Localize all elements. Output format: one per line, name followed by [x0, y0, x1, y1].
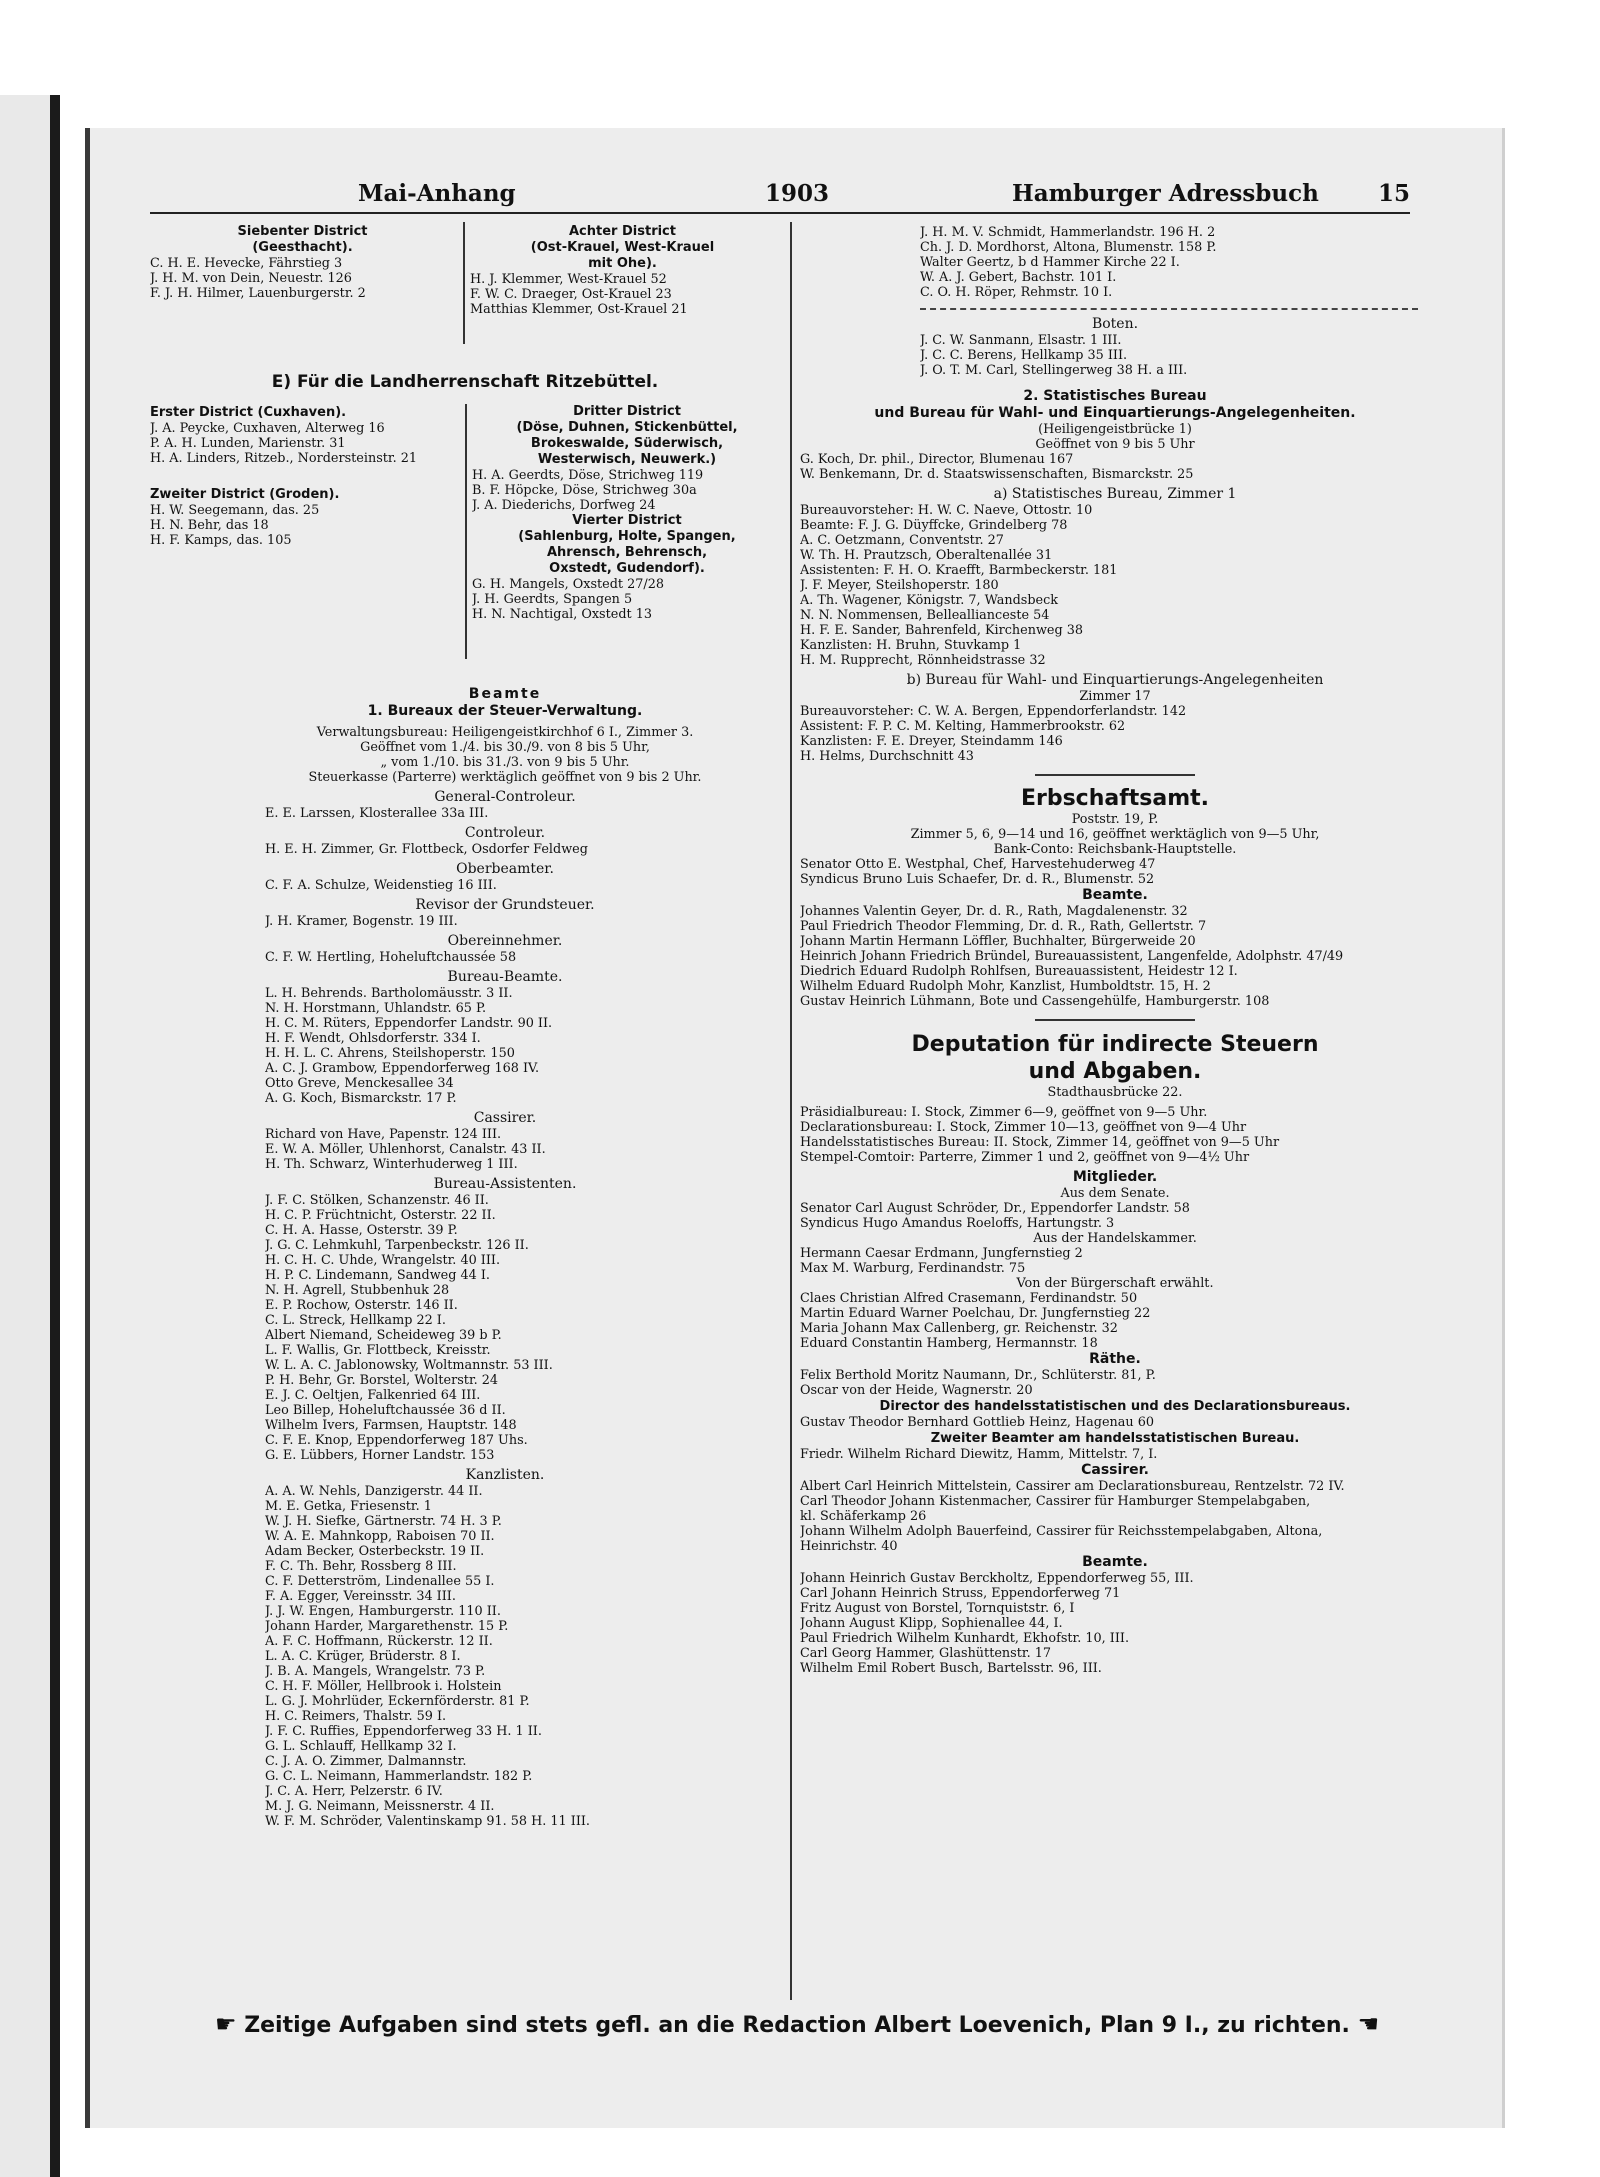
entry-line: Bank-Conto: Reichsbank-Hauptstelle.	[993, 842, 1237, 857]
entry-line: W. Th. H. Prautzsch, Oberaltenallée 31	[800, 548, 1053, 563]
entry-line: Zimmer 5, 6, 9—14 und 16, geöffnet werktäglich von 9—5 Uhr,	[910, 827, 1320, 842]
entry-line: H. J. Klemmer, West-Krauel 52	[470, 272, 667, 287]
col2-main	[800, 225, 1430, 1676]
entry-line: H. W. Seegemann, das. 25	[150, 503, 320, 518]
entry-line: Wilhelm Emil Robert Busch, Bartelsstr. 96, III.	[800, 1661, 1102, 1676]
entry-line: E. J. C. Oeltjen, Falkenried 64 III.	[265, 1388, 481, 1403]
section-list	[225, 950, 785, 965]
entry-line: A. F. C. Hoffmann, Rückerstr. 12 II.	[265, 1634, 493, 1649]
entry-line: Martin Eduard Warner Poelchau, Dr. Jungfernstieg 22	[800, 1306, 1151, 1321]
entry-line: H. C. M. Rüters, Eppendorfer Landstr. 90 II.	[265, 1016, 553, 1031]
entry-line: E. E. Larssen, Klosterallee 33a III.	[265, 806, 489, 821]
entry-line: Beamte: F. J. G. Düyffcke, Grindelberg 78	[800, 518, 1068, 533]
entry-line: C. F. Detterström, Lindenallee 55 I.	[265, 1574, 495, 1589]
entry-line: H. M. Rupprecht, Rönnheidstrasse 32	[800, 653, 1046, 668]
section-list	[225, 878, 785, 893]
dritter-title-line: Brokeswalde, Süderwisch,	[530, 436, 724, 451]
entry-line: C. F. W. Hertling, Hoheluftchaussée 58	[265, 950, 517, 965]
vierter-list	[472, 577, 782, 622]
deputation-address: Stadthausbrücke 22.	[1047, 1085, 1183, 1100]
center-divider	[790, 222, 792, 2000]
header-left: Mai-Anhang	[358, 180, 516, 207]
entry-line: H. F. Kamps, das. 105	[150, 533, 292, 548]
entry-line: Leo Billep, Hoheluftchaussée 36 d II.	[265, 1403, 506, 1418]
section-title: Cassirer.	[473, 1110, 537, 1126]
entry-line: W. Benkemann, Dr. d. Staatswissenschaften, Bismarckstr. 25	[800, 467, 1194, 482]
entry-line: J. A. Diederichs, Dorfweg 24	[472, 498, 656, 513]
entry-line: A. C. Oetzmann, Conventstr. 27	[800, 533, 1004, 548]
entry-line: Johannes Valentin Geyer, Dr. d. R., Rath, Magdalenenstr. 32	[800, 904, 1188, 919]
col1-dritter	[472, 404, 782, 622]
entry-line: Carl Theodor Johann Kistenmacher, Cassirer für Hamburger Stempelabgaben,	[800, 1494, 1311, 1509]
siebenter-title-line: Siebenter District	[237, 224, 368, 239]
section-rule	[1035, 1019, 1195, 1021]
entry-line: H. A. Geerdts, Döse, Strichweg 119	[472, 468, 704, 483]
entry-line: Carl Georg Hammer, Glashüttenstr. 17	[800, 1646, 1051, 1661]
entry-line: Poststr. 19, P.	[1071, 812, 1159, 827]
mitglieder-title: Mitglieder.	[1072, 1169, 1158, 1185]
entry-line: Senator Otto E. Westphal, Chef, Harvestehuderweg 47	[800, 857, 1156, 872]
entry-line: J. F. Meyer, Steilshoperstr. 180	[800, 578, 999, 593]
director-title: Director des handelsstatistischen und des Declarationsbureaus.	[879, 1399, 1351, 1414]
entry-line: M. J. G. Neimann, Meissnerstr. 4 II.	[265, 1799, 495, 1814]
entry-line: H. P. C. Lindemann, Sandweg 44 I.	[265, 1268, 490, 1283]
entry-line: G. E. Lübbers, Horner Landstr. 153	[265, 1448, 495, 1463]
beamte2-title: Beamte.	[1082, 1554, 1148, 1570]
entry-line: L. A. C. Krüger, Brüderstr. 8 I.	[265, 1649, 461, 1664]
vierter-title-line: Oxstedt, Gudendorf).	[549, 561, 705, 576]
entry-line: Gustav Theodor Bernhard Gottlieb Heinz, Hagenau 60	[800, 1415, 1155, 1430]
stat-b-list	[800, 704, 1430, 764]
entry-line: W. A. J. Gebert, Bachstr. 101 I.	[920, 270, 1117, 285]
entry-line: Bureauvorsteher: H. W. C. Naeve, Ottostr. 10	[800, 503, 1093, 518]
entry-line: Maria Johann Max Callenberg, gr. Reichenstr. 32	[800, 1321, 1118, 1336]
entry-line: „ vom 1./10. bis 31./3. von 9 bis 5 Uhr.	[380, 755, 630, 770]
section-list	[225, 806, 785, 821]
entry-line: Stempel-Comtoir: Parterre, Zimmer 1 und 2, geöffnet von 9—4½ Uhr	[800, 1150, 1250, 1165]
entry-line: C. F. A. Schulze, Weidenstieg 16 III.	[265, 878, 497, 893]
achter-title-line: mit Ohe).	[588, 256, 657, 271]
entry-line: H. H. L. C. Ahrens, Steilshoperstr. 150	[265, 1046, 515, 1061]
entry-line: H. E. H. Zimmer, Gr. Flottbeck, Osdorfer Feldweg	[265, 842, 588, 857]
deputation-title-line: und Abgaben.	[1028, 1059, 1202, 1084]
aus-senate: Aus dem Senate.	[1060, 1186, 1170, 1201]
entry-line: J. G. C. Lehmkuhl, Tarpenbeckstr. 126 II.	[265, 1238, 529, 1253]
dritter-title-line: Westerwisch, Neuwerk.)	[537, 452, 717, 467]
entry-line: Matthias Klemmer, Ost-Krauel 21	[470, 302, 688, 317]
entry-line: Eduard Constantin Hamberg, Hermannstr. 18	[800, 1336, 1098, 1351]
col1-main	[225, 686, 785, 1829]
entry-line: C. J. A. O. Zimmer, Dalmannstr.	[265, 1754, 467, 1769]
entry-line: G. C. L. Neimann, Hammerlandstr. 182 P.	[265, 1769, 533, 1784]
stat-b-room: Zimmer 17	[1079, 689, 1151, 704]
senate-list	[800, 1201, 1430, 1231]
entry-line: Präsidialbureau: I. Stock, Zimmer 6—9, geöffnet von 9—5 Uhr.	[800, 1105, 1208, 1120]
entry-line: M. E. Getka, Friesenstr. 1	[265, 1499, 432, 1514]
entry-line: J. B. A. Mangels, Wrangelstr. 73 P.	[265, 1664, 486, 1679]
entry-line: Handelsstatistisches Bureau: II. Stock, Zimmer 14, geöffnet von 9—5 Uhr	[800, 1135, 1280, 1150]
entry-line: W. F. M. Schröder, Valentinskamp 91. 58 H. 11 III.	[265, 1814, 590, 1829]
entry-line: A. C. J. Grambow, Eppendorferweg 168 IV.	[265, 1061, 540, 1076]
entry-line: Geöffnet von 9 bis 5 Uhr	[1035, 437, 1195, 452]
entry-line: Diedrich Eduard Rudolph Rohlfsen, Bureauassistent, Heidestr 12 I.	[800, 964, 1238, 979]
entry-line: H. N. Behr, das 18	[150, 518, 269, 533]
siebenter-title	[150, 224, 455, 256]
entry-line: kl. Schäferkamp 26	[800, 1509, 927, 1524]
entry-line: Otto Greve, Menckesallee 34	[265, 1076, 454, 1091]
section-title: Oberbeamter.	[456, 861, 554, 877]
entry-line: C. H. E. Hevecke, Fährstieg 3	[150, 256, 343, 271]
entry-line: H. Helms, Durchschnitt 43	[800, 749, 974, 764]
entry-line: J. O. T. M. Carl, Stellingerweg 38 H. a III.	[920, 363, 1188, 378]
entry-line: Gustav Heinrich Lühmann, Bote und Cassengehülfe, Hamburgerstr. 108	[800, 994, 1270, 1009]
entry-line: N. N. Nommensen, Belleallianceste 54	[800, 608, 1050, 623]
entry-line: Fritz August von Borstel, Tornquiststr. 6, I	[800, 1601, 1075, 1616]
entry-line: C. L. Streck, Hellkamp 22 I.	[265, 1313, 446, 1328]
section-list	[225, 986, 785, 1106]
stat-a-list	[800, 503, 1430, 668]
entry-line: Paul Friedrich Theodor Flemming, Dr. d. R., Rath, Gellertstr. 7	[800, 919, 1207, 934]
entry-line: (Heiligengeistbrücke 1)	[1038, 422, 1192, 437]
entry-line: Syndicus Hugo Amandus Roeloffs, Hartungstr. 3	[800, 1216, 1115, 1231]
section-title: Bureau-Beamte.	[447, 969, 563, 985]
entry-line: Wilhelm Eduard Rudolph Mohr, Kanzlist, Humboldtstr. 15, H. 2	[800, 979, 1211, 994]
section-title: General-Controleur.	[434, 789, 576, 805]
entry-line: Syndicus Bruno Luis Schaefer, Dr. d. R., Blumenstr. 52	[800, 872, 1155, 887]
entry-line: Carl Johann Heinrich Struss, Eppendorferweg 71	[800, 1586, 1121, 1601]
director-list	[800, 1415, 1430, 1430]
entry-line: G. L. Schlauff, Hellkamp 32 I.	[265, 1739, 457, 1754]
entry-line: C. H. F. Möller, Hellbrook i. Holstein	[265, 1679, 502, 1694]
bureaux-info	[225, 725, 785, 785]
erbschaft-info	[800, 812, 1430, 857]
entry-line: Oscar von der Heide, Wagnerstr. 20	[800, 1383, 1033, 1398]
entry-line: Verwaltungsbureau: Heiligengeistkirchhof 6 I., Zimmer 3.	[316, 725, 694, 740]
erbschaft-title: Erbschaftsamt.	[1020, 786, 1210, 811]
entry-line: Bureauvorsteher: C. W. A. Bergen, Eppendorferlandstr. 142	[800, 704, 1187, 719]
zweiter-beamter-title: Zweiter Beamter am handelsstatistischen Bureau.	[930, 1431, 1300, 1446]
beamte-title: Beamte	[468, 686, 542, 702]
entry-line: C. H. A. Hasse, Osterstr. 39 P.	[265, 1223, 458, 1238]
achter-title-line: (Ost-Krauel, West-Krauel	[530, 240, 715, 255]
pointing-hand-right-icon: ☛	[215, 2010, 237, 2038]
boten-title: Boten.	[1091, 316, 1139, 332]
boten-list	[800, 333, 1430, 378]
entry-line: Albert Carl Heinrich Mittelstein, Cassirer am Declarationsbureau, Rentzelstr. 72 IV.	[800, 1479, 1345, 1494]
running-head	[270, 180, 1410, 214]
entry-line: E. W. A. Möller, Uhlenhorst, Canalstr. 43 II.	[265, 1142, 546, 1157]
entry-line: W. J. H. Siefke, Gärtnerstr. 74 H. 3 P.	[265, 1514, 502, 1529]
raethe-list	[800, 1368, 1430, 1398]
entry-line: H. F. E. Sander, Bahrenfeld, Kirchenweg 38	[800, 623, 1084, 638]
zweiter-list	[150, 503, 470, 548]
entry-line: P. A. H. Lunden, Marienstr. 31	[150, 436, 346, 451]
entry-line: Declarationsbureau: I. Stock, Zimmer 10—13, geöffnet von 9—4 Uhr	[800, 1120, 1247, 1135]
entry-line: Adam Becker, Osterbeckstr. 19 II.	[265, 1544, 485, 1559]
entry-line: Kanzlisten: F. E. Dreyer, Steindamm 146	[800, 734, 1063, 749]
achter-title	[470, 224, 775, 272]
entry-line: Wilhelm Ivers, Farmsen, Hauptstr. 148	[265, 1418, 517, 1433]
entry-line: J. F. C. Stölken, Schanzenstr. 46 II.	[265, 1193, 489, 1208]
dashed-rule	[920, 308, 1418, 310]
entry-line: J. C. C. Berens, Hellkamp 35 III.	[920, 348, 1128, 363]
deputation-bureaus	[800, 1105, 1430, 1165]
entry-line: Felix Berthold Moritz Naumann, Dr., Schlüterstr. 81, P.	[800, 1368, 1156, 1383]
entry-line: Steuerkasse (Parterre) werktäglich geöffnet von 9 bis 2 Uhr.	[308, 770, 702, 785]
dritter-title	[472, 404, 782, 468]
entry-line: Hermann Caesar Erdmann, Jungfernstieg 2	[800, 1246, 1083, 1261]
entry-line: Albert Niemand, Scheideweg 39 b P.	[265, 1328, 502, 1343]
cassirer-list	[800, 1479, 1430, 1554]
entry-line: P. H. Behr, Gr. Borstel, Wolterstr. 24	[265, 1373, 499, 1388]
footer-notice	[215, 2010, 1380, 2038]
entry-line: A. A. W. Nehls, Danzigerstr. 44 II.	[265, 1484, 483, 1499]
header-year: 1903	[765, 180, 830, 207]
vierter-title-line: Vierter District	[572, 513, 682, 528]
section-title: Bureau-Assistenten.	[433, 1176, 577, 1192]
vierter-title-line: Ahrensch, Behrensch,	[546, 545, 708, 560]
achter-list	[470, 272, 775, 317]
entry-line: G. H. Mangels, Oxstedt 27/28	[472, 577, 665, 592]
dritter-list	[472, 468, 782, 513]
stat-title-line: 2. Statistisches Bureau	[1023, 388, 1207, 404]
entry-line: N. H. Agrell, Stubbenhuk 28	[265, 1283, 450, 1298]
entry-line: Friedr. Wilhelm Richard Diewitz, Hamm, Mittelstr. 7, I.	[800, 1447, 1158, 1462]
erster-title: Erster District (Cuxhaven).	[150, 405, 347, 420]
entry-line: J. H. Geerdts, Spangen 5	[472, 592, 633, 607]
page-number: 15	[1378, 180, 1411, 207]
aus-buergerschaft: Von der Bürgerschaft erwählt.	[1016, 1276, 1214, 1291]
column-divider	[463, 222, 465, 344]
deputation-title	[800, 1031, 1430, 1085]
stat-directors	[800, 452, 1430, 482]
entry-line: H. N. Nachtigal, Oxstedt 13	[472, 607, 653, 622]
erbschaft-heads	[800, 857, 1430, 887]
entry-line: J. H. Kramer, Bogenstr. 19 III.	[265, 914, 458, 929]
dritter-title-line: (Döse, Duhnen, Stickenbüttel,	[516, 420, 738, 435]
section-rule	[1035, 774, 1195, 776]
entry-line: F. A. Egger, Vereinsstr. 34 III.	[265, 1589, 456, 1604]
zweiter-title: Zweiter District (Groden).	[150, 487, 340, 502]
scan-edge	[0, 95, 56, 2177]
entry-line: J. J. W. Engen, Hamburgerstr. 110 II.	[265, 1604, 501, 1619]
entry-line: H. C. P. Früchtnicht, Osterstr. 22 II.	[265, 1208, 496, 1223]
entry-line: W. L. A. C. Jablonowsky, Woltmannstr. 53 III.	[265, 1358, 553, 1373]
erbschaft-beamte	[800, 904, 1430, 1009]
stat-title	[800, 388, 1430, 422]
entry-line: C. F. E. Knop, Eppendorferweg 187 Uhs.	[265, 1433, 528, 1448]
erster-list	[150, 421, 470, 466]
entry-line: Walter Geertz, b d Hammer Kirche 22 I.	[920, 255, 1180, 270]
stat-info	[800, 422, 1430, 452]
entry-line: Geöffnet vom 1./4. bis 30./9. von 8 bis 5 Uhr,	[360, 740, 650, 755]
zweiter-beamter-list	[800, 1447, 1430, 1462]
entry-line: G. Koch, Dr. phil., Director, Blumenau 167	[800, 452, 1074, 467]
pointing-hand-left-icon: ☚	[1357, 2010, 1380, 2038]
col1-siebenter	[150, 224, 455, 301]
entry-line: Heinrich Johann Friedrich Bründel, Bureauassistent, Langenfelde, Adolphstr. 47/49	[800, 949, 1344, 964]
entry-line: Max M. Warburg, Ferdinandstr. 75	[800, 1261, 1026, 1276]
entry-line: A. Th. Wagener, Königstr. 7, Wandsbeck	[800, 593, 1059, 608]
entry-line: H. C. Reimers, Thalstr. 59 I.	[265, 1709, 447, 1724]
section-list	[225, 1127, 785, 1172]
entry-line: Paul Friedrich Wilhelm Kunhardt, Ekhofstr. 10, III.	[800, 1631, 1130, 1646]
raethe-title: Räthe.	[1089, 1351, 1141, 1367]
col1-erster	[150, 404, 470, 548]
entry-line: C. O. H. Röper, Rehmstr. 10 I.	[920, 285, 1113, 300]
section-list	[225, 1193, 785, 1463]
entry-line: J. H. M. V. Schmidt, Hammerlandstr. 196 H. 2	[920, 225, 1216, 240]
entry-line: E. P. Rochow, Osterstr. 146 II.	[265, 1298, 458, 1313]
landherrenschaft-title: E) Für die Landherrenschaft Ritzebüttel.	[271, 372, 659, 392]
handelskammer-list	[800, 1246, 1430, 1276]
entry-line: Johann Heinrich Gustav Berckholtz, Eppendorferweg 55, III.	[800, 1571, 1194, 1586]
erbschaft-beamte-title: Beamte.	[1082, 887, 1148, 903]
entry-line: H. A. Linders, Ritzeb., Nordersteinstr. 21	[150, 451, 418, 466]
col2-top-list	[800, 225, 1430, 300]
vierter-title	[472, 513, 782, 577]
section-list	[225, 1484, 785, 1829]
section-list	[225, 914, 785, 929]
header-title: Hamburger Adressbuch	[1012, 180, 1319, 207]
section-title: Obereinnehmer.	[447, 933, 563, 949]
column-divider	[465, 404, 467, 659]
siebenter-list	[150, 256, 455, 301]
landherrenschaft-heading	[150, 372, 780, 392]
entry-line: Kanzlisten: H. Bruhn, Stuvkamp 1	[800, 638, 1022, 653]
footer-text: Zeitige Aufgaben sind stets gefl. an die Redaction Albert Loevenich, Plan 9 I., zu richten.	[244, 2013, 1350, 2038]
entry-line: Johann Martin Hermann Löffler, Buchhalter, Bürgerweide 20	[800, 934, 1196, 949]
entry-line: F. C. Th. Behr, Rossberg 8 III.	[265, 1559, 457, 1574]
entry-line: L. H. Behrends. Bartholomäusstr. 3 II.	[265, 986, 513, 1001]
entry-line: Johann Harder, Margarethenstr. 15 P.	[265, 1619, 509, 1634]
header-rule	[150, 212, 1410, 214]
entry-line: Johann August Klipp, Sophienallee 44, I.	[800, 1616, 1063, 1631]
section-title: Controleur.	[464, 825, 546, 841]
section-list	[225, 842, 785, 857]
section-title: Revisor der Grundsteuer.	[415, 897, 595, 913]
entry-line: L. G. J. Mohrlüder, Eckernförderstr. 81 P.	[265, 1694, 530, 1709]
col1-sections	[225, 789, 785, 1829]
entry-line: J. F. C. Ruffies, Eppendorferweg 33 H. 1 II.	[265, 1724, 542, 1739]
beamte2-list	[800, 1571, 1430, 1676]
entry-line: H. Th. Schwarz, Winterhuderweg 1 III.	[265, 1157, 518, 1172]
stat-title-line: und Bureau für Wahl- und Einquartierungs-Angelegenheiten.	[874, 405, 1356, 421]
entry-line: Richard von Have, Papenstr. 124 III.	[265, 1127, 502, 1142]
col1-achter	[470, 224, 775, 317]
entry-line: Heinrichstr. 40	[800, 1539, 898, 1554]
buergerschaft-list	[800, 1291, 1430, 1351]
entry-line: H. C. H. C. Uhde, Wrangelstr. 40 III.	[265, 1253, 501, 1268]
entry-line: W. A. E. Mahnkopp, Raboisen 70 II.	[265, 1529, 495, 1544]
entry-line: Assistent: F. P. C. M. Kelting, Hammerbrookstr. 62	[800, 719, 1126, 734]
entry-line: J. H. M. von Dein, Neuestr. 126	[150, 271, 352, 286]
entry-line: F. J. H. Hilmer, Lauenburgerstr. 2	[150, 286, 366, 301]
entry-line: B. F. Höpcke, Döse, Strichweg 30a	[472, 483, 697, 498]
deputation-title-line: Deputation für indirecte Steuern	[911, 1032, 1319, 1057]
entry-line: Ch. J. D. Mordhorst, Altona, Blumenstr. 158 P.	[920, 240, 1217, 255]
aus-handelskammer: Aus der Handelskammer.	[1033, 1231, 1197, 1246]
entry-line: H. F. Wendt, Ohlsdorferstr. 334 I.	[265, 1031, 481, 1046]
dritter-title-line: Dritter District	[573, 404, 681, 419]
siebenter-title-line: (Geesthacht).	[252, 240, 353, 255]
entry-line: Claes Christian Alfred Crasemann, Ferdinandstr. 50	[800, 1291, 1138, 1306]
entry-line: J. C. A. Herr, Pelzerstr. 6 IV.	[265, 1784, 443, 1799]
entry-line: Johann Wilhelm Adolph Bauerfeind, Cassirer für Reichsstempelabgaben, Altona,	[800, 1524, 1323, 1539]
bureaux-title: 1. Bureaux der Steuer-Verwaltung.	[367, 703, 643, 719]
stat-a-title: a) Statistisches Bureau, Zimmer 1	[993, 486, 1237, 502]
achter-title-line: Achter District	[569, 224, 676, 239]
entry-line: F. W. C. Draeger, Ost-Krauel 23	[470, 287, 672, 302]
section-title: Kanzlisten.	[465, 1467, 545, 1483]
entry-line: J. A. Peycke, Cuxhaven, Alterweg 16	[150, 421, 385, 436]
stat-b-title: b) Bureau für Wahl- und Einquartierungs-Angelegenheiten	[906, 672, 1324, 688]
entry-line: A. G. Koch, Bismarckstr. 17 P.	[265, 1091, 457, 1106]
vierter-title-line: (Sahlenburg, Holte, Spangen,	[518, 529, 736, 544]
entry-line: N. H. Horstmann, Uhlandstr. 65 P.	[265, 1001, 487, 1016]
entry-line: L. F. Wallis, Gr. Flottbeck, Kreisstr.	[265, 1343, 491, 1358]
entry-line: Senator Carl August Schröder, Dr., Eppendorfer Landstr. 58	[800, 1201, 1190, 1216]
cassirer-title: Cassirer.	[1081, 1462, 1149, 1478]
entry-line: J. C. W. Sanmann, Elsastr. 1 III.	[920, 333, 1122, 348]
entry-line: Assistenten: F. H. O. Kraefft, Barmbeckerstr. 181	[800, 563, 1118, 578]
